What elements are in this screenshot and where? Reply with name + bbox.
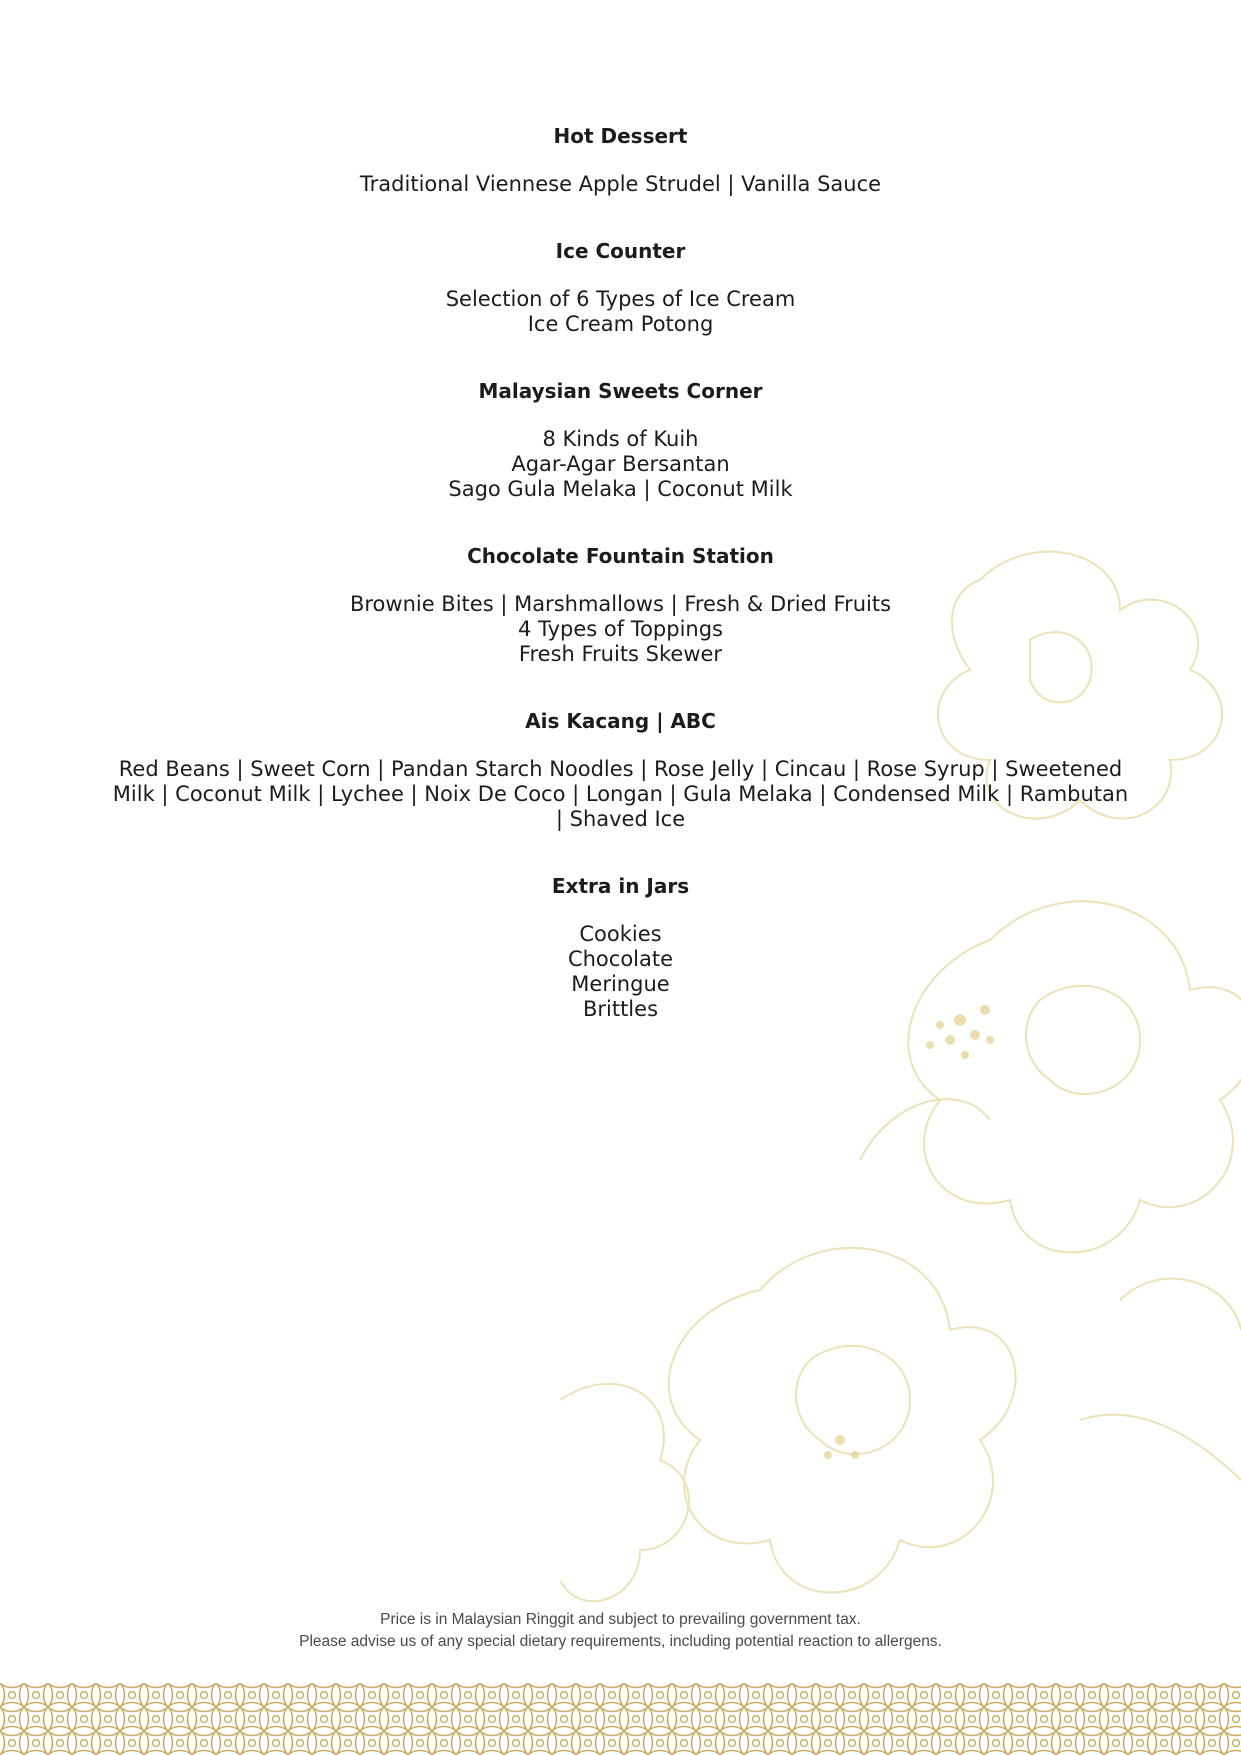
menu-item: Sago Gula Melaka | Coconut Milk bbox=[448, 477, 793, 501]
section-title: Ais Kacang | ABC bbox=[525, 709, 716, 733]
menu-item: 4 Types of Toppings bbox=[518, 617, 723, 641]
footer-disclaimer bbox=[0, 1609, 1241, 1653]
menu-item: Meringue bbox=[571, 972, 670, 996]
dessert-menu bbox=[0, 122, 1241, 1062]
menu-section bbox=[0, 237, 1241, 337]
section-title: Chocolate Fountain Station bbox=[467, 544, 774, 568]
menu-item: Traditional Viennese Apple Strudel | Vanilla Sauce bbox=[359, 172, 882, 196]
menu-section bbox=[0, 377, 1241, 502]
menu-item: Ice Cream Potong bbox=[527, 312, 714, 336]
section-title: Ice Counter bbox=[555, 239, 686, 263]
menu-item: Agar-Agar Bersantan bbox=[511, 452, 730, 476]
footer-dietary-note: Please advise us of any special dietary requirements, including potential reaction to allergens. bbox=[299, 1633, 942, 1650]
menu-item: Cookies bbox=[579, 922, 662, 946]
menu-section bbox=[0, 122, 1241, 197]
menu-item: Chocolate bbox=[567, 947, 674, 971]
section-title: Malaysian Sweets Corner bbox=[478, 379, 763, 403]
section-title: Extra in Jars bbox=[551, 874, 690, 898]
menu-section bbox=[0, 542, 1241, 667]
menu-item: Selection of 6 Types of Ice Cream bbox=[445, 287, 796, 311]
menu-item: Brittles bbox=[582, 997, 659, 1021]
menu-item: Fresh Fruits Skewer bbox=[518, 642, 723, 666]
menu-section bbox=[0, 872, 1241, 1022]
footer-price-note: Price is in Malaysian Ringgit and subject to prevailing government tax. bbox=[380, 1611, 861, 1628]
menu-section bbox=[0, 707, 1241, 832]
menu-item: Brownie Bites | Marshmallows | Fresh & Dried Fruits bbox=[349, 592, 892, 616]
gold-lattice-border bbox=[0, 1683, 1241, 1755]
section-title: Hot Dessert bbox=[553, 124, 688, 148]
menu-item: 8 Kinds of Kuih bbox=[542, 427, 699, 451]
menu-item: Red Beans | Sweet Corn | Pandan Starch Noodles | Rose Jelly | Cincau | Rose Syrup | Sweetened Milk | Coconut Milk | Lychee | Noix De Coco | Longan | Gula Melaka | Condensed Milk | Rambutan | Shaved Ice bbox=[112, 757, 1129, 831]
